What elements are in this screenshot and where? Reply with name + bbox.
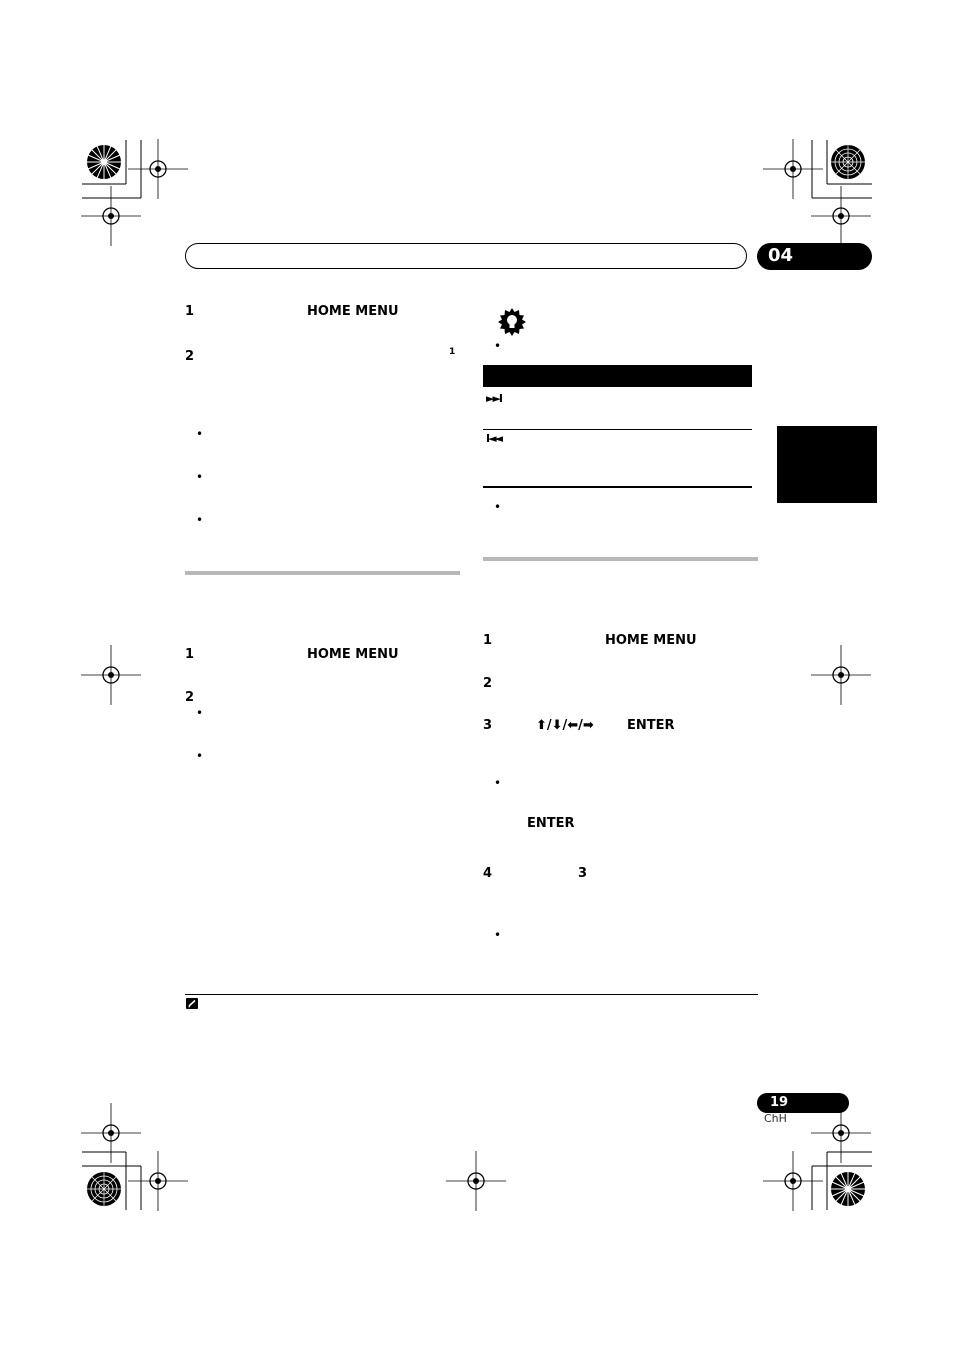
right-section-divider bbox=[483, 557, 758, 561]
right-step2-number: 2 bbox=[483, 676, 493, 691]
right-step1-number: 1 bbox=[483, 633, 493, 648]
right-step4-bullet: • bbox=[494, 928, 502, 942]
starburst-target-top-right bbox=[830, 144, 866, 180]
language-code: ChH bbox=[764, 1112, 787, 1125]
right-step4-number: 4 bbox=[483, 866, 493, 881]
right-step3-arrow-buttons: ⬆/⬇/⬅/➡ bbox=[536, 718, 594, 733]
starburst-target-bottom-right bbox=[830, 1171, 866, 1207]
starburst-target-top-left bbox=[86, 144, 122, 180]
right-step3-number: 3 bbox=[483, 718, 493, 733]
right-step4-reference: 3 bbox=[578, 866, 588, 881]
starburst-target-bottom-left bbox=[86, 1171, 122, 1207]
left-a-bullet-2: • bbox=[196, 470, 204, 484]
left-a-step1-number: 1 bbox=[185, 304, 195, 319]
left-a-bullet-1: • bbox=[196, 427, 204, 441]
left-b-bullet-1: • bbox=[196, 706, 204, 720]
right-step3-bullet: • bbox=[494, 776, 502, 790]
tip-bullet: • bbox=[494, 339, 502, 353]
header-title-bar bbox=[185, 243, 747, 269]
right-step1-button: HOME MENU bbox=[605, 633, 697, 648]
right-step3-enter-button: ENTER bbox=[627, 718, 675, 733]
after-table-bullet: • bbox=[494, 500, 502, 514]
left-b-step2-number: 2 bbox=[185, 690, 195, 705]
chapter-tab bbox=[757, 243, 872, 270]
tip-lightbulb-icon bbox=[497, 307, 527, 337]
left-b-step1-button: HOME MENU bbox=[307, 647, 399, 662]
table-row2-previous-icon: I◄◄ bbox=[486, 432, 502, 445]
left-b-bullet-2: • bbox=[196, 749, 204, 763]
left-b-step1-number: 1 bbox=[185, 647, 195, 662]
right-step3-enter-label: ENTER bbox=[527, 816, 575, 831]
left-section-divider bbox=[185, 571, 460, 575]
left-a-footnote-ref: 1 bbox=[449, 347, 456, 357]
side-language-tab bbox=[777, 426, 877, 503]
page-number-tab bbox=[757, 1093, 849, 1113]
left-a-step1-button: HOME MENU bbox=[307, 304, 399, 319]
page-number: 19 bbox=[770, 1095, 789, 1110]
note-icon bbox=[186, 998, 198, 1009]
table-bottom-rule bbox=[483, 486, 752, 488]
table-row-divider bbox=[483, 429, 752, 430]
table-row1-next-icon: ►►I bbox=[486, 392, 502, 405]
footnote-rule bbox=[185, 994, 758, 995]
chapter-number: 04 bbox=[768, 245, 794, 266]
table-header-row bbox=[483, 365, 752, 387]
left-a-bullet-3: • bbox=[196, 513, 204, 527]
left-a-step2-number: 2 bbox=[185, 349, 195, 364]
